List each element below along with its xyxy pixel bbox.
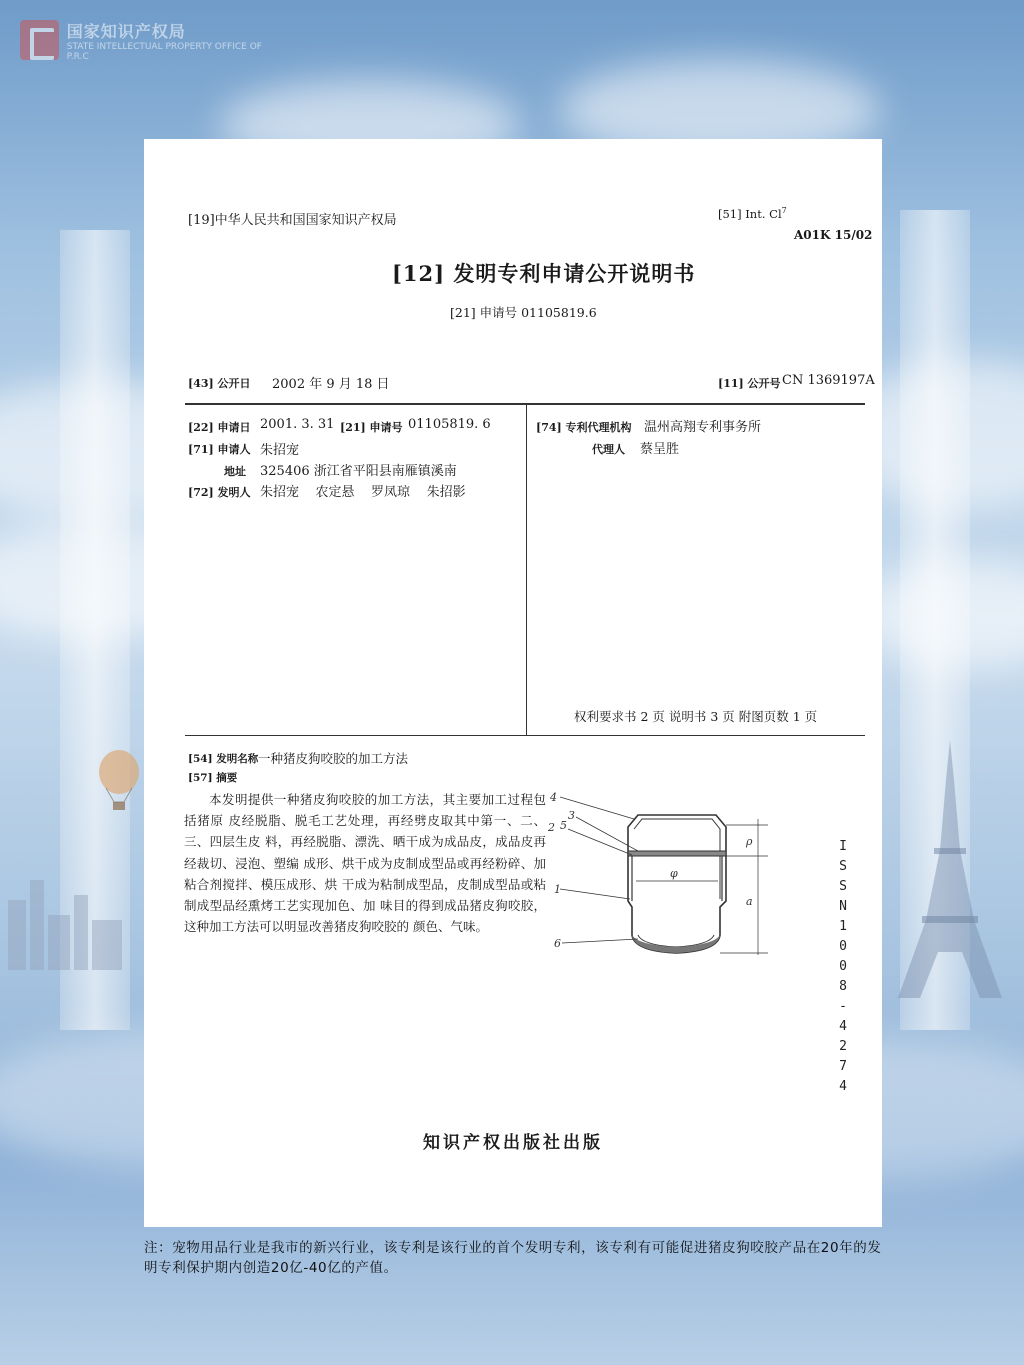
publication-date: 2002 年 9 月 18 日 [272,377,390,392]
figure-label-4: 4 [550,791,557,804]
int-cl-value: A01K 15/02 [794,228,873,242]
address: 325406 浙江省平阳县南雁镇溪南 [260,464,457,479]
sipo-logo [20,20,280,60]
inventors: 朱招宠 农定悬 罗凤琼 朱招影 [260,485,466,500]
figure-leader-6 [562,939,638,943]
address-label: 地址 [224,465,246,478]
footnote: 注：宠物用品行业是我市的新兴行业，该专利是该行业的首个发明专利，该专利有可能促进猪皮狗咬胶产品在20年的发明专利保护期内创造20亿-40亿的产值。 [144,1240,882,1276]
figure-leader-1 [560,889,630,899]
int-cl-label [718,206,787,221]
figure-bottom-fill [632,935,720,953]
int-cl-superscript: 7 [781,206,787,215]
inventors-label: [72] 发明人 [188,486,251,499]
eiffel-tower-decoration [890,740,1010,1000]
filing-date-label: [22] 申请日 [188,421,251,434]
agency: 温州高翔专利事务所 [644,420,762,435]
hot-air-balloon-decoration [96,750,142,814]
app-no: 01105819. 6 [408,417,491,432]
filing-date: 2001. 3. 31 [260,417,335,432]
agent: 蔡呈胜 [640,442,680,457]
figure-label-a: a [746,895,753,908]
figure-label-1: 1 [554,883,561,896]
figure-separator-band [628,851,726,856]
abstract-label: [57] 摘要 [188,772,238,784]
invention-title-label: [54] 发明名称 [188,753,259,765]
divider-top [185,403,865,405]
city-skyline-decoration [0,860,140,970]
app-no-label: [21] 申请号 [340,421,403,434]
figure-label-rho: ρ [746,835,753,848]
patent-document [144,139,882,1227]
applicant-label: [71] 申请人 [188,443,251,456]
applicant: 朱招宠 [260,443,300,458]
publication-number-label: [11] 公开号 [718,377,781,390]
figure-label-phi: φ [670,867,678,880]
figure-label-3: 3 [568,809,575,822]
figure-inner-wall [634,819,720,899]
sipo-logo-mark [20,20,59,60]
patent-figure [546,789,846,973]
figure-label-2: 2 [548,821,555,834]
divider-middle [185,735,865,736]
logo-title: 国家知识产权局 [66,21,186,41]
publication-number: CN 1369197A [782,373,875,388]
figure-label-5: 5 [560,819,567,832]
figure-container-outline [628,815,726,953]
invention-title: 一种猪皮狗咬胶的加工方法 [258,751,409,766]
figure-label-6: 6 [554,937,561,950]
divider-vertical [526,405,527,735]
page-counts: 权利要求书 2 页 说明书 3 页 附图页数 1 页 [574,709,818,724]
agency-label: [74] 专利代理机构 [536,421,632,434]
publisher: 知识产权出版社出版 [423,1133,603,1153]
agent-label: 代理人 [592,443,625,456]
logo-subtitle: STATE INTELLECTUAL PROPERTY OFFICE OF P.R.C [66,41,262,62]
abstract-text: 本发明提供一种猪皮狗咬胶的加工方法，其主要加工过程包括猪原 皮经脱脂、脱毛工艺处理，再经劈皮取其中第一、二、三、四层生皮 料，再经脱脂、漂洗、晒干成为成品皮，成品皮再经裁切、浸泡、塑编 成形、烘干成为皮制成型品或再经粉碎、加粘合剂搅拌、模压成形、烘 干成为粘制成型品，皮制成型品或粘制成型品经熏烤工艺实现加色、加 味目的得到成品猪皮狗咬胶，这种加工方法可以明显改善猪皮狗咬胶的 颜色、气味。 [184,792,546,935]
issuing-office: [19]中华人民共和国国家知识产权局 [188,213,397,228]
document-type-title: [12] 发明专利申请公开说明书 [392,261,696,286]
int-cl-label-text: [51] Int. Cl [718,206,782,221]
application-number-header: [21] 申请号 01105819.6 [450,305,597,320]
publication-date-label: [43] 公开日 [188,377,251,390]
issn-vertical: ISSN1008-4274 [839,839,847,1094]
